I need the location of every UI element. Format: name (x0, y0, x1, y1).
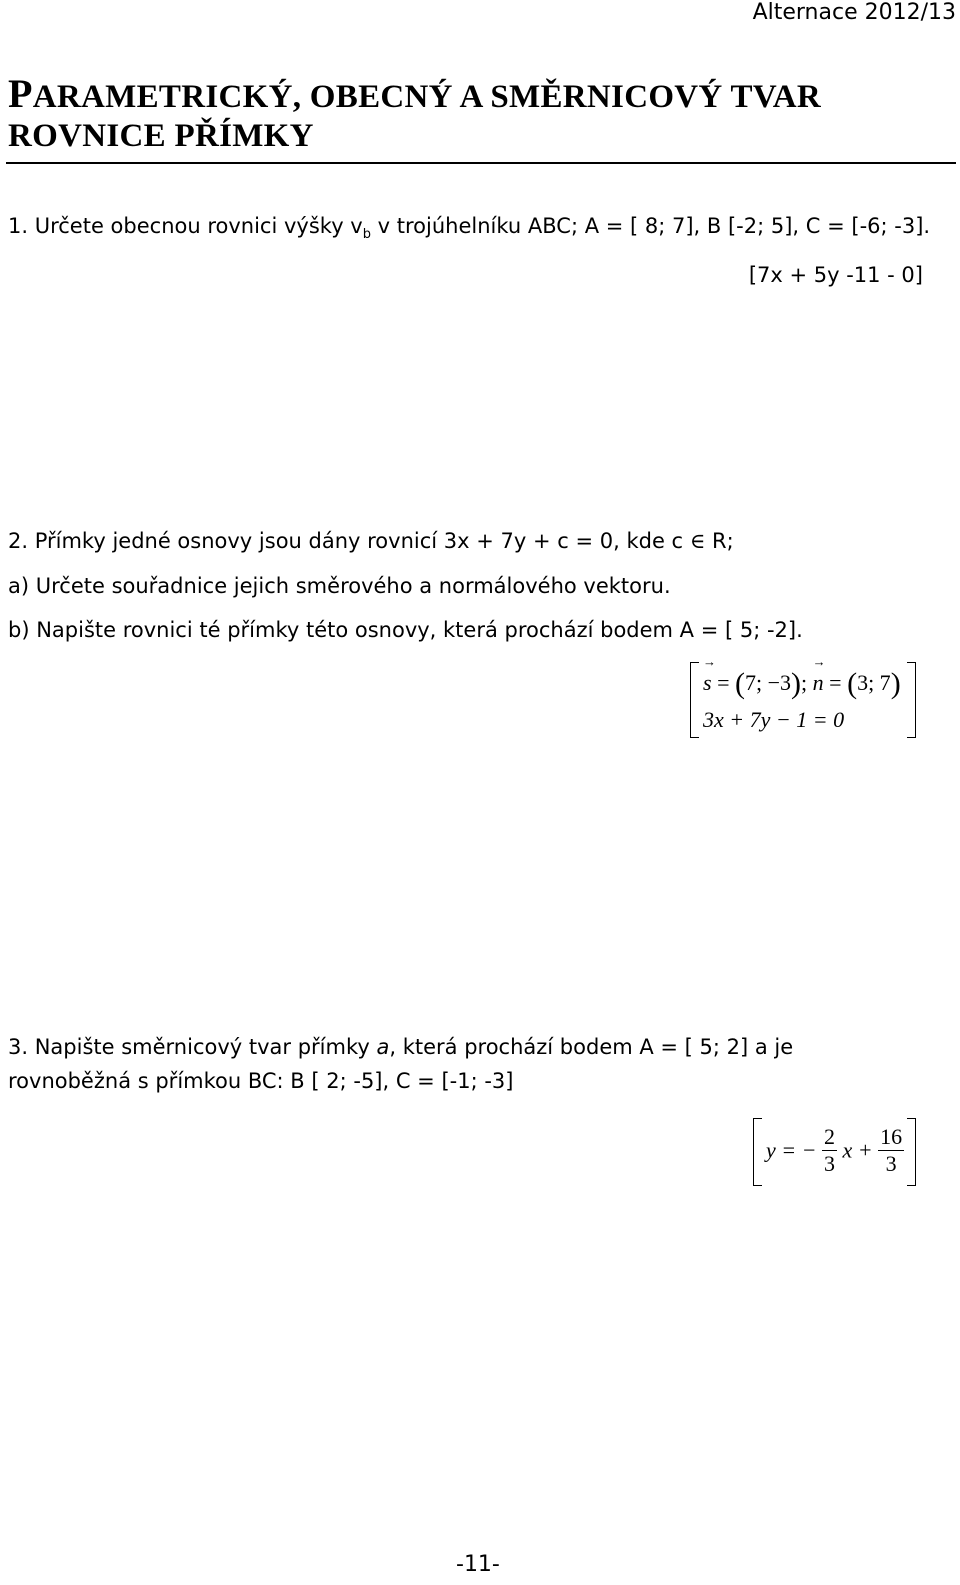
problem-3-line1-after: , která prochází bodem A = [ 5; 2] a je (389, 1035, 794, 1059)
answer-2-right-bracket (907, 662, 916, 738)
fraction-2-numerator: 16 (880, 1124, 903, 1149)
normal-vector-symbol: → n (813, 670, 824, 696)
answer-3-left-bracket (753, 1118, 762, 1186)
problem-1-answer: [7x + 5y -11 - 0] (748, 263, 923, 287)
problem-2-intro (8, 528, 734, 554)
problem-2-part-a: a) Určete souřadnice jejich směrového a normálového vektoru. (8, 574, 671, 598)
problem-2-intro-after: R; (705, 529, 734, 553)
title-divider (6, 162, 956, 164)
problem-1-text (8, 213, 930, 248)
problem-2-intro-before: 2. Přímky jedné osnovy jsou dány rovnicí 3x + 7y + c = 0, kde c (8, 529, 690, 553)
problem-3-line1 (8, 1034, 793, 1060)
s-close-paren: ) (791, 667, 802, 700)
fraction-sixteen-thirds (878, 1124, 904, 1177)
title-rest: ARAMETRICKÝ, OBECNÝ A SMĚRNICOVÝ TVAR (32, 79, 821, 115)
answer-2-eq2: = (823, 670, 848, 695)
direction-vector-value: 7; −3 (744, 670, 792, 695)
answer-2-sep: ; (801, 670, 813, 695)
n-open-paren: ( (847, 667, 858, 700)
answer-3-lhs: y = − (766, 1137, 817, 1163)
problem-1-subscript: b (362, 227, 371, 243)
s-open-paren: ( (734, 667, 745, 700)
answer-2-equation: 3x + 7y − 1 = 0 (703, 707, 845, 732)
answer-2-vectors (703, 664, 901, 698)
problem-2-part-b: b) Napište rovnici té přímky této osnovy, která prochází bodem A = [ 5; -2]. (8, 618, 803, 642)
problem-1-text-before: 1. Určete obecnou rovnici výšky v (8, 214, 363, 238)
course-header: Alternace 2012/13 (752, 0, 956, 25)
page-number: -11- (456, 1552, 500, 1577)
problem-3-line-name: a (376, 1035, 390, 1059)
answer-3-right-bracket (907, 1118, 916, 1186)
answer-2-eq1: = (711, 670, 735, 695)
fraction-1-numerator: 2 (823, 1124, 835, 1149)
fraction-two-thirds (822, 1124, 837, 1177)
fraction-2-denominator: 3 (885, 1151, 897, 1176)
normal-vector-value: 3; 7 (857, 670, 891, 695)
answer-3-mid: x + (842, 1137, 879, 1163)
answer-3-equation (766, 1124, 904, 1177)
problem-3-line2: rovnoběžná s přímkou BC: B [ 2; -5], C = [-1; -3] (8, 1069, 514, 1093)
title-initial: P (8, 71, 33, 116)
problem-3-line1-before: 3. Napište směrnicový tvar přímky (8, 1035, 377, 1059)
answer-2-left-bracket (690, 662, 699, 738)
page-title-line2: ROVNICE PŘÍMKY (8, 118, 314, 154)
element-of-symbol: ∈ (689, 529, 706, 553)
page-title-line1 (8, 70, 821, 117)
n-close-paren: ) (890, 667, 901, 700)
problem-1-text-after: v trojúhelníku ABC; A = [ 8; 7], B [-2; 5], C = [-6; -3]. (371, 214, 931, 238)
fraction-1-denominator: 3 (823, 1151, 835, 1176)
direction-vector-symbol: → s (703, 670, 712, 696)
